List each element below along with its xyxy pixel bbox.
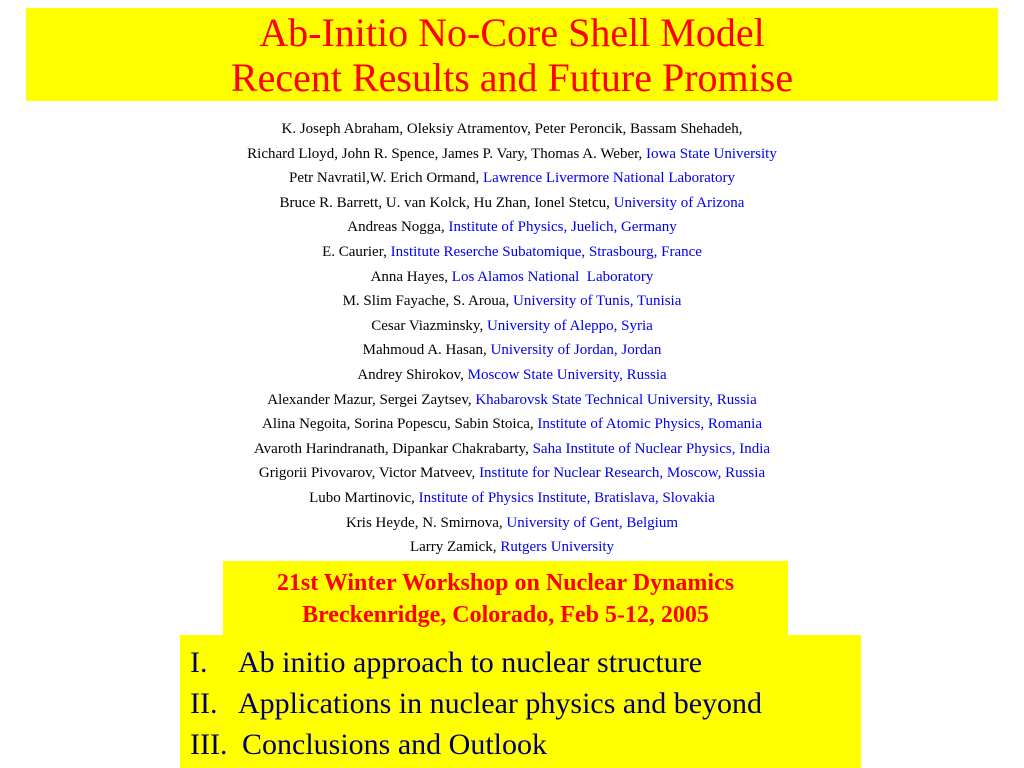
author-line <box>0 240 1024 265</box>
outline-item <box>190 724 861 765</box>
author-institution: Iowa State University <box>646 145 777 162</box>
author-names: Mahmoud A. Hasan, <box>362 342 491 359</box>
author-institution: Institute for Nuclear Research, Moscow, Russia <box>479 465 766 482</box>
workshop-location-date: Breckenridge, Colorado, Feb 5-12, 2005 <box>302 602 709 628</box>
author-names: K. Joseph Abraham, Oleksiy Atramentov, Peter Peroncik, Bassam Shehadeh, <box>281 121 743 137</box>
author-line <box>0 437 1024 462</box>
author-institution: Moscow State University, Russia <box>467 366 667 383</box>
title-banner <box>26 8 998 101</box>
author-line <box>0 412 1024 437</box>
author-institution: Rutgers University <box>500 539 615 556</box>
author-names: M. Slim Fayache, S. Aroua, <box>342 293 513 310</box>
author-names: Larry Zamick, <box>409 539 501 556</box>
author-line <box>0 142 1024 167</box>
outline-numeral: II. <box>190 687 218 720</box>
author-line <box>0 388 1024 413</box>
author-line <box>0 215 1024 240</box>
author-line <box>0 314 1024 339</box>
author-line <box>0 265 1024 290</box>
author-institution: Institute Reserche Subatomique, Strasbourg, France <box>390 243 702 260</box>
author-names: E. Caurier, <box>322 243 391 260</box>
author-institution: Saha Institute of Nuclear Physics, India <box>532 440 771 457</box>
author-names: Alina Negoita, Sorina Popescu, Sabin Stoica, <box>262 416 538 433</box>
author-line <box>0 461 1024 486</box>
author-names: Petr Navratil,W. Erich Ormand, <box>289 170 483 187</box>
author-line <box>0 486 1024 511</box>
outline-numeral: III. <box>190 728 228 761</box>
author-names: Richard Lloyd, John R. Spence, James P. Vary, Thomas A. Weber, <box>247 145 647 162</box>
outline-item <box>190 642 861 683</box>
author-names: Cesar Viazminsky, <box>371 317 487 334</box>
author-names: Grigorii Pivovarov, Victor Matveev, <box>258 465 480 482</box>
author-institution: University of Aleppo, Syria <box>486 317 653 334</box>
author-names: Anna Hayes, <box>370 268 452 285</box>
author-institution: Khabarovsk State Technical University, Russia <box>475 391 757 408</box>
author-line <box>0 363 1024 388</box>
outline-text: Applications in nuclear physics and beyond <box>238 687 763 720</box>
author-line <box>0 191 1024 216</box>
author-names: Kris Heyde, N. Smirnova, <box>345 514 507 531</box>
author-line <box>0 535 1024 560</box>
outline-item <box>190 683 861 724</box>
author-institution: University of Jordan, Jordan <box>490 342 662 359</box>
author-line <box>0 511 1024 536</box>
title-line-1: Ab-Initio No-Core Shell Model <box>259 10 765 55</box>
author-line <box>0 289 1024 314</box>
author-line <box>0 338 1024 363</box>
author-names: Alexander Mazur, Sergei Zaytsev, <box>267 391 476 408</box>
outline-text: Conclusions and Outlook <box>242 728 547 761</box>
author-institution: Los Alamos National Laboratory <box>451 268 654 285</box>
author-institution: Institute of Atomic Physics, Romania <box>537 416 762 433</box>
author-names: Avaroth Harindranath, Dipankar Chakrabarty, <box>253 440 533 457</box>
author-names: Andreas Nogga, <box>347 219 449 236</box>
author-institution: Institute of Physics Institute, Bratislava, Slovakia <box>418 489 715 506</box>
author-names: Lubo Martinovic, <box>309 489 419 506</box>
author-line <box>0 117 1024 142</box>
author-institution: Institute of Physics, Juelich, Germany <box>448 219 677 236</box>
author-list <box>0 117 1024 560</box>
author-names: Bruce R. Barrett, U. van Kolck, Hu Zhan, Ionel Stetcu, <box>279 194 614 211</box>
workshop-name: 21st Winter Workshop on Nuclear Dynamics <box>276 570 735 596</box>
author-institution: University of Tunis, Tunisia <box>513 293 682 310</box>
outline-numeral: I. <box>190 646 208 679</box>
author-institution: Lawrence Livermore National Laboratory <box>483 170 735 187</box>
author-institution: University of Gent, Belgium <box>506 514 679 531</box>
author-line <box>0 166 1024 191</box>
author-names: Andrey Shirokov, <box>357 366 468 383</box>
outline-text: Ab initio approach to nuclear structure <box>238 646 703 679</box>
outline-box <box>180 635 861 768</box>
author-institution: University of Arizona <box>613 194 745 211</box>
title-line-2: Recent Results and Future Promise <box>230 55 794 100</box>
workshop-banner <box>223 561 788 635</box>
